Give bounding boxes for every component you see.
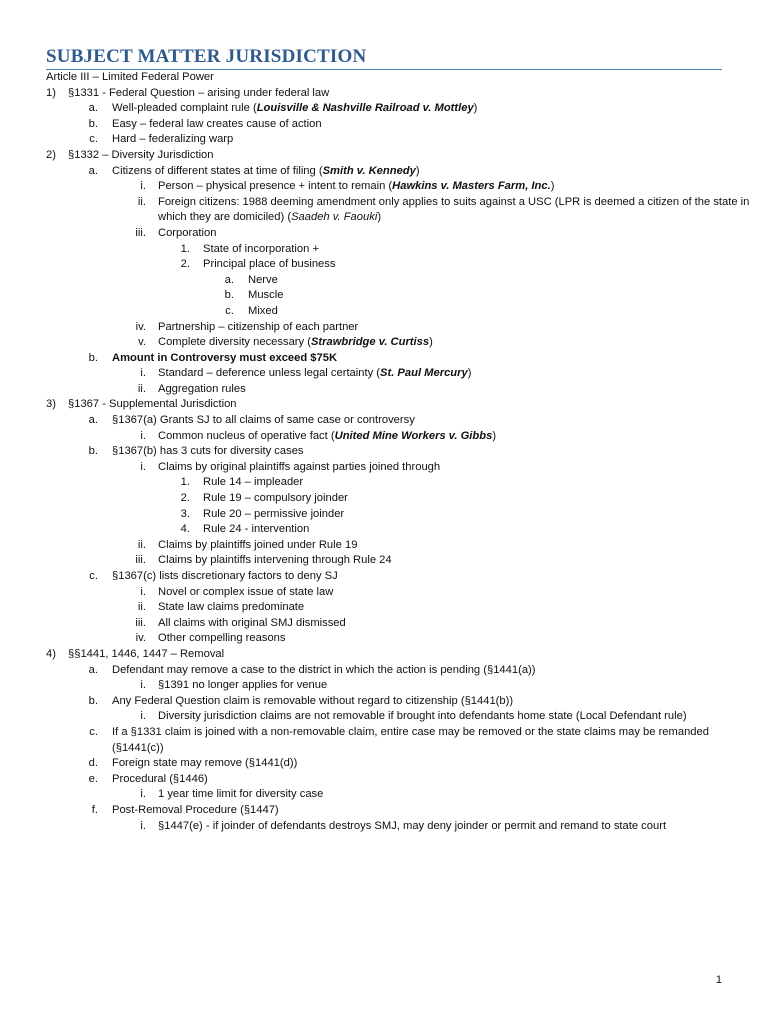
list-marker: 1. bbox=[180, 242, 190, 255]
text-segment: Claims by original plaintiffs against parties joined through bbox=[158, 460, 441, 473]
case-citation: Amount in Controversy must exceed $75K bbox=[112, 351, 338, 364]
outline-text bbox=[112, 803, 279, 819]
page-title: SUBJECT MATTER JURISDICTION bbox=[46, 46, 367, 67]
outline-text bbox=[68, 397, 237, 413]
list-marker: i. bbox=[140, 429, 146, 442]
list-marker: i. bbox=[140, 367, 146, 380]
outline-item bbox=[0, 179, 768, 195]
list-marker: iv. bbox=[135, 632, 146, 645]
outline-item bbox=[0, 351, 768, 367]
outline-item bbox=[0, 475, 768, 491]
outline-item bbox=[0, 803, 768, 819]
outline-item bbox=[0, 397, 768, 413]
outline-item bbox=[0, 366, 768, 382]
list-marker: ii. bbox=[137, 382, 146, 395]
outline-text bbox=[203, 507, 344, 523]
outline-text bbox=[158, 616, 346, 632]
text-segment: Common nucleus of operative fact ( bbox=[158, 429, 335, 442]
list-marker: iii. bbox=[135, 226, 146, 239]
outline-text bbox=[158, 787, 323, 803]
outline-text bbox=[158, 335, 433, 351]
list-marker: b. bbox=[88, 445, 98, 458]
outline-text bbox=[203, 242, 319, 258]
outline-text bbox=[158, 366, 471, 382]
list-marker: f. bbox=[91, 803, 98, 816]
case-citation: Smith v. Kennedy bbox=[322, 164, 416, 177]
outline-text bbox=[68, 647, 224, 663]
outline-text bbox=[112, 756, 297, 772]
outline-text bbox=[112, 132, 233, 148]
text-segment: Any Federal Question claim is removable without regard to citizenship (§1441(b)) bbox=[112, 694, 514, 707]
case-citation: United Mine Workers v. Gibbs bbox=[334, 429, 493, 442]
outline-item bbox=[0, 819, 768, 835]
outline-item bbox=[0, 86, 768, 102]
outline-text bbox=[112, 117, 322, 133]
outline-item bbox=[0, 725, 768, 756]
outline-item bbox=[0, 382, 768, 398]
text-segment: Mixed bbox=[248, 304, 278, 317]
outline-text bbox=[248, 288, 283, 304]
list-marker: d. bbox=[88, 757, 98, 770]
text-segment: State law claims predominate bbox=[158, 601, 305, 614]
list-marker: 3. bbox=[180, 507, 190, 520]
list-marker: iii. bbox=[135, 554, 146, 567]
list-marker: ii. bbox=[137, 601, 146, 614]
outline-text bbox=[158, 678, 327, 694]
outline-item bbox=[0, 257, 768, 273]
case-citation: St. Paul Mercury bbox=[380, 367, 468, 380]
outline-text bbox=[112, 101, 477, 117]
outline-text bbox=[158, 585, 333, 601]
outline-text bbox=[158, 320, 358, 336]
text-segment: Claims by plaintiffs joined under Rule 19 bbox=[158, 538, 358, 551]
list-marker: 3) bbox=[46, 398, 56, 411]
text-segment: Diversity jurisdiction claims are not removable if brought into defendants home state (Local Defendant rule) bbox=[158, 710, 687, 723]
list-marker: 2. bbox=[180, 492, 190, 505]
outline-item bbox=[0, 117, 768, 133]
outline-text bbox=[203, 475, 303, 491]
case-citation: Strawbridge v. Curtiss bbox=[310, 336, 430, 349]
text-segment: ) bbox=[550, 180, 555, 193]
list-marker: b. bbox=[88, 351, 98, 364]
text-segment: Nerve bbox=[248, 273, 278, 286]
outline-item bbox=[0, 756, 768, 772]
outline-item bbox=[0, 491, 768, 507]
outline-text bbox=[248, 304, 278, 320]
list-marker: i. bbox=[140, 679, 146, 692]
outline-text bbox=[112, 413, 415, 429]
list-marker: a. bbox=[88, 164, 98, 177]
text-segment: Foreign citizens: 1988 deeming amendment only applies to suits against a USC (LPR is deemed a citizen of the state in which they are domiciled) ( bbox=[158, 195, 750, 224]
outline-text bbox=[158, 553, 392, 569]
text-segment: ) bbox=[467, 367, 472, 380]
outline-text bbox=[158, 460, 440, 476]
list-marker: a. bbox=[88, 414, 98, 427]
outline-text bbox=[158, 631, 285, 647]
list-marker: 4. bbox=[180, 523, 190, 536]
text-segment: Easy – federal law creates cause of action bbox=[112, 117, 322, 130]
text-segment: Foreign state may remove (§1441(d)) bbox=[112, 757, 298, 770]
outline-item bbox=[0, 273, 768, 289]
outline-text bbox=[158, 382, 246, 398]
text-segment: Person – physical presence + intent to remain ( bbox=[158, 180, 393, 193]
case-citation: Louisville & Nashville Railroad v. Mottley bbox=[256, 102, 474, 115]
outline-text bbox=[203, 491, 348, 507]
list-marker: b. bbox=[88, 694, 98, 707]
text-segment: §1367 - Supplemental Jurisdiction bbox=[68, 398, 237, 411]
text-segment: Rule 14 – impleader bbox=[203, 476, 304, 489]
list-marker: b. bbox=[88, 117, 98, 130]
text-segment: Well-pleaded complaint rule ( bbox=[112, 102, 257, 115]
text-segment: Rule 19 – compulsory joinder bbox=[203, 492, 348, 505]
list-marker: iv. bbox=[135, 320, 146, 333]
list-marker: v. bbox=[138, 336, 146, 349]
outline-text bbox=[158, 819, 666, 835]
outline-item bbox=[0, 460, 768, 476]
outline bbox=[0, 70, 768, 834]
outline-text bbox=[112, 663, 536, 679]
outline-text bbox=[112, 772, 208, 788]
list-marker: 1. bbox=[180, 476, 190, 489]
outline-text bbox=[112, 694, 513, 710]
outline-item bbox=[0, 538, 768, 554]
text-segment: ) bbox=[377, 211, 382, 224]
text-segment: §1447(e) - if joinder of defendants destroys SMJ, may deny joinder or permit and remand to state court bbox=[158, 819, 667, 832]
text-segment: 1 year time limit for diversity case bbox=[158, 788, 324, 801]
outline-item bbox=[0, 132, 768, 148]
outline-text bbox=[112, 725, 712, 756]
text-segment: Complete diversity necessary ( bbox=[158, 336, 311, 349]
text-segment: Corporation bbox=[158, 226, 217, 239]
text-segment: §1367(b) has 3 cuts for diversity cases bbox=[112, 445, 304, 458]
list-marker: i. bbox=[140, 460, 146, 473]
text-segment: Rule 20 – permissive joinder bbox=[203, 507, 345, 520]
text-segment: Other compelling reasons bbox=[158, 632, 286, 645]
list-marker: 2) bbox=[46, 148, 56, 161]
case-citation: Hawkins v. Masters Farm, Inc. bbox=[392, 180, 551, 193]
text-segment: Defendant may remove a case to the district in which the action is pending (§1441(a)) bbox=[112, 663, 536, 676]
text-segment: Partnership – citizenship of each partner bbox=[158, 320, 359, 333]
text-segment: §1391 no longer applies for venue bbox=[158, 679, 328, 692]
page-number: 1 bbox=[715, 974, 722, 986]
text-segment: Principal place of business bbox=[203, 258, 336, 271]
text-segment: §§1441, 1446, 1447 – Removal bbox=[68, 647, 225, 660]
list-marker: i. bbox=[140, 710, 146, 723]
text-segment: ) bbox=[429, 336, 433, 349]
outline-text bbox=[112, 444, 304, 460]
outline-item bbox=[0, 335, 768, 351]
list-marker: 2. bbox=[180, 258, 190, 271]
text-segment: If a §1331 claim is joined with a non-removable claim, entire case may be removed or the state claims may be remanded (§1441(c)) bbox=[112, 725, 709, 754]
text-segment: §1367(c) lists discretionary factors to deny SJ bbox=[112, 570, 338, 582]
outline-text bbox=[112, 569, 338, 585]
outline-item bbox=[0, 195, 768, 226]
text-segment: Article III – Limited Federal Power bbox=[46, 71, 214, 83]
outline-item bbox=[0, 600, 768, 616]
list-marker: ii. bbox=[137, 195, 146, 208]
outline-text bbox=[158, 600, 304, 616]
outline-text bbox=[203, 522, 309, 538]
outline-text bbox=[112, 164, 420, 180]
outline-item bbox=[0, 569, 768, 585]
outline-item bbox=[0, 787, 768, 803]
outline-text bbox=[248, 273, 278, 289]
text-segment: Post-Removal Procedure (§1447) bbox=[112, 803, 279, 816]
list-marker: c. bbox=[225, 304, 234, 317]
outline-item bbox=[0, 631, 768, 647]
outline-item bbox=[0, 164, 768, 180]
outline-text bbox=[158, 179, 554, 195]
outline-text bbox=[158, 195, 758, 226]
text-segment: Procedural (§1446) bbox=[112, 772, 208, 785]
outline-item bbox=[0, 772, 768, 788]
outline-item bbox=[0, 304, 768, 320]
text-segment: ) bbox=[492, 429, 497, 442]
text-segment: State of incorporation + bbox=[203, 242, 319, 255]
list-marker: a. bbox=[88, 663, 98, 676]
outline-item bbox=[0, 101, 768, 117]
outline-text bbox=[158, 429, 496, 445]
text-segment: §1332 – Diversity Jurisdiction bbox=[68, 148, 214, 161]
outline-text bbox=[68, 148, 214, 164]
case-citation: Saadeh v. Faouki bbox=[291, 211, 378, 224]
outline-item bbox=[0, 647, 768, 663]
outline-item bbox=[0, 694, 768, 710]
text-segment: Claims by plaintiffs intervening through Rule 24 bbox=[158, 554, 392, 567]
outline-item bbox=[0, 242, 768, 258]
outline-text bbox=[158, 709, 687, 725]
list-marker: i. bbox=[140, 180, 146, 193]
text-segment: Citizens of different states at time of filing ( bbox=[112, 164, 323, 177]
text-segment: Hard – federalizing warp bbox=[112, 133, 234, 146]
text-segment: §1367(a) Grants SJ to all claims of same case or controversy bbox=[112, 414, 415, 427]
outline-item bbox=[0, 507, 768, 523]
list-marker: c. bbox=[89, 725, 98, 738]
text-segment: Muscle bbox=[248, 289, 284, 302]
list-marker: 4) bbox=[46, 647, 56, 660]
outline-item bbox=[0, 522, 768, 538]
outline-item bbox=[0, 288, 768, 304]
text-segment: Standard – deference unless legal certainty ( bbox=[158, 367, 381, 380]
outline-item bbox=[0, 709, 768, 725]
list-marker: a. bbox=[224, 273, 234, 286]
outline-item bbox=[0, 553, 768, 569]
text-segment: All claims with original SMJ dismissed bbox=[158, 616, 346, 629]
list-marker: i. bbox=[140, 788, 146, 801]
list-marker: 1) bbox=[46, 86, 56, 99]
outline-item bbox=[0, 226, 768, 242]
outline-item bbox=[0, 444, 768, 460]
list-marker: c. bbox=[89, 133, 98, 146]
outline-item bbox=[0, 663, 768, 679]
outline-text bbox=[112, 351, 337, 367]
outline-item bbox=[0, 585, 768, 601]
list-marker: c. bbox=[89, 570, 98, 582]
list-marker: i. bbox=[140, 819, 146, 832]
outline-item bbox=[0, 678, 768, 694]
outline-item bbox=[0, 70, 768, 86]
text-segment: ) bbox=[473, 102, 478, 115]
outline-item bbox=[0, 148, 768, 164]
text-segment: Rule 24 - intervention bbox=[203, 523, 310, 536]
text-segment: ) bbox=[415, 164, 420, 177]
list-marker: iii. bbox=[135, 616, 146, 629]
outline-text bbox=[46, 70, 214, 86]
outline-item bbox=[0, 320, 768, 336]
outline-text bbox=[68, 86, 329, 102]
outline-item bbox=[0, 616, 768, 632]
text-segment: Novel or complex issue of state law bbox=[158, 585, 334, 598]
list-marker: i. bbox=[140, 585, 146, 598]
outline-item bbox=[0, 413, 768, 429]
text-segment: Aggregation rules bbox=[158, 382, 246, 395]
list-marker: b. bbox=[224, 289, 234, 302]
list-marker: ii. bbox=[137, 538, 146, 551]
outline-item bbox=[0, 429, 768, 445]
list-marker: e. bbox=[88, 772, 98, 785]
outline-text bbox=[203, 257, 335, 273]
outline-text bbox=[158, 538, 357, 554]
list-marker: a. bbox=[88, 102, 98, 115]
text-segment: §1331 - Federal Question – arising under federal law bbox=[68, 86, 330, 99]
outline-text bbox=[158, 226, 216, 242]
